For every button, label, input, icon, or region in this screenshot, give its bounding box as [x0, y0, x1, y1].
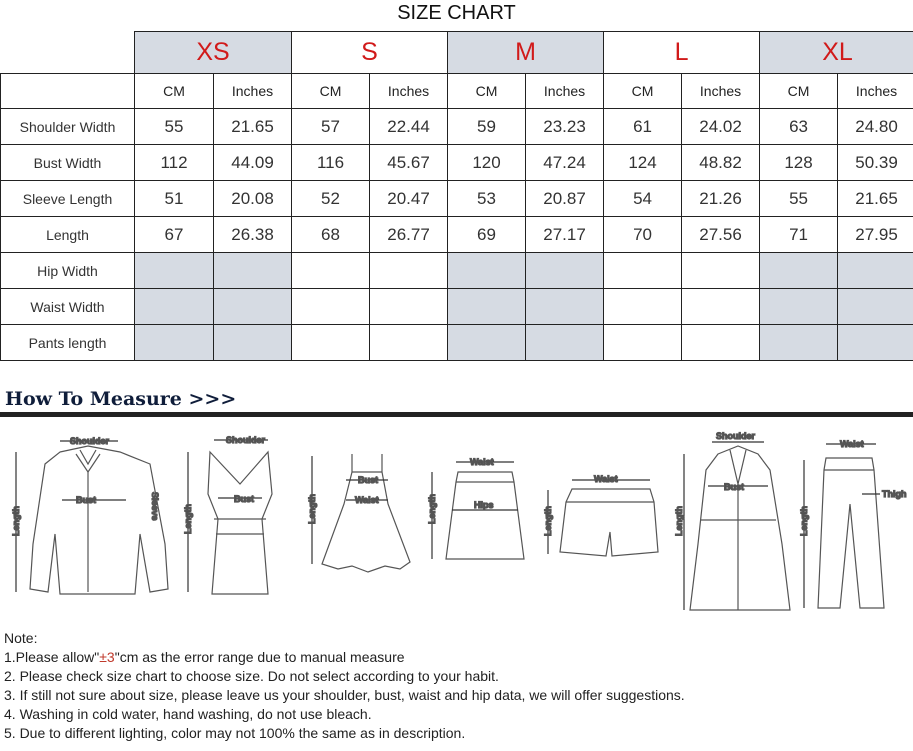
- coat-illustration: [684, 442, 790, 610]
- table-cell: 20.87: [526, 181, 604, 217]
- unit-inches: Inches: [682, 74, 760, 109]
- table-cell: 63: [760, 109, 838, 145]
- note-1-tolerance: ±3: [99, 649, 115, 665]
- label-bust: Bust: [234, 494, 254, 504]
- label-length-5: Length: [543, 506, 553, 536]
- label-shoulder: Shoulder: [716, 431, 756, 441]
- size-label: L: [674, 38, 689, 66]
- shorts-illustration: [548, 480, 658, 556]
- table-cell: [526, 289, 604, 325]
- notes-section: [4, 629, 685, 743]
- table-cell: [370, 289, 448, 325]
- table-cell: [448, 289, 526, 325]
- size-header-row: [1, 32, 913, 74]
- unit-cm: CM: [292, 74, 370, 109]
- notes-heading: Note:: [4, 630, 38, 646]
- size-table: [0, 31, 913, 361]
- unit-cm: CM: [760, 74, 838, 109]
- table-cell: 55: [760, 181, 838, 217]
- table-cell: 51: [135, 181, 214, 217]
- table-cell: 21.65: [214, 109, 292, 145]
- table-cell: 47.24: [526, 145, 604, 181]
- table-cell: [370, 253, 448, 289]
- label-length-3: Length: [307, 494, 317, 524]
- label-bust: Bust: [358, 475, 378, 485]
- table-cell: [604, 325, 682, 361]
- chart-title: SIZE CHART: [397, 2, 516, 24]
- unit-header-row: [1, 74, 913, 109]
- table-cell: 21.65: [838, 181, 913, 217]
- label-waist: Waist: [594, 474, 618, 484]
- blouse-illustration: [16, 441, 168, 594]
- label-hips: Hips: [474, 500, 494, 510]
- corner-cell: [1, 32, 135, 74]
- note-5: 5. Due to different lighting, color may not 100% the same as in description.: [4, 725, 466, 741]
- table-cell: [292, 325, 370, 361]
- table-cell: [135, 253, 214, 289]
- table-cell: 67: [135, 217, 214, 253]
- table-cell: 27.17: [526, 217, 604, 253]
- note-3: 3. If still not sure about size, please leave us your shoulder, bust, waist and hip data, we will offer suggestions.: [4, 687, 685, 703]
- table-cell: 24.02: [682, 109, 760, 145]
- how-to-measure-heading: How To Measure >>>: [5, 388, 237, 410]
- unit-corner-cell: [1, 74, 135, 109]
- label-length-6: Length: [674, 506, 684, 536]
- table-cell: [838, 253, 913, 289]
- table-cell: [838, 325, 913, 361]
- table-cell: 116: [292, 145, 370, 181]
- table-cell: 124: [604, 145, 682, 181]
- label-length-2: Length: [183, 504, 193, 534]
- pants-illustration: [804, 444, 884, 608]
- size-header-s: [292, 32, 448, 74]
- table-cell: 44.09: [214, 145, 292, 181]
- unit-inches: Inches: [526, 74, 604, 109]
- table-row: [1, 289, 913, 325]
- table-cell: 22.44: [370, 109, 448, 145]
- note-1-post: "cm as the error range due to manual measure: [114, 649, 405, 665]
- table-cell: 26.38: [214, 217, 292, 253]
- label-shoulder: Shoulder: [70, 436, 110, 446]
- unit-cm: CM: [448, 74, 526, 109]
- table-cell: [135, 289, 214, 325]
- unit-cm: CM: [604, 74, 682, 109]
- table-cell: [292, 289, 370, 325]
- table-cell: 50.39: [838, 145, 913, 181]
- table-cell: 70: [604, 217, 682, 253]
- table-row: [1, 181, 913, 217]
- table-cell: 61: [604, 109, 682, 145]
- size-header-xl: [760, 32, 913, 74]
- size-label: S: [361, 38, 378, 66]
- unit-inches: Inches: [214, 74, 292, 109]
- table-cell: [682, 253, 760, 289]
- table-cell: [760, 325, 838, 361]
- table-cell: [760, 289, 838, 325]
- label-length-7: Length: [799, 506, 809, 536]
- label-length-4: Length: [427, 494, 437, 524]
- row-label: Length: [1, 217, 135, 253]
- size-label: XL: [822, 38, 853, 66]
- row-label: Waist Width: [1, 289, 135, 325]
- table-cell: 71: [760, 217, 838, 253]
- table-row: [1, 325, 913, 361]
- unit-inches: Inches: [838, 74, 913, 109]
- table-cell: [370, 325, 448, 361]
- row-label: Pants length: [1, 325, 135, 361]
- table-cell: [760, 253, 838, 289]
- row-label: Sleeve Length: [1, 181, 135, 217]
- measurement-illustrations: [0, 424, 913, 614]
- label-thigh: Thigh: [882, 489, 907, 499]
- label-shoulder: Shoulder: [226, 435, 266, 445]
- size-label: M: [515, 38, 536, 66]
- table-cell: 54: [604, 181, 682, 217]
- size-header-xs: [135, 32, 292, 74]
- table-cell: 69: [448, 217, 526, 253]
- row-label: Bust Width: [1, 145, 135, 181]
- skirt-illustration: [432, 462, 524, 559]
- vest-illustration: [188, 440, 272, 594]
- table-cell: [604, 253, 682, 289]
- table-row: [1, 217, 913, 253]
- table-cell: [214, 253, 292, 289]
- table-row: [1, 109, 913, 145]
- label-waist: Waist: [470, 457, 494, 467]
- table-cell: [292, 253, 370, 289]
- note-2: 2. Please check size chart to choose size. Do not select according to your habit.: [4, 668, 499, 684]
- table-cell: 20.08: [214, 181, 292, 217]
- label-sleeve: Sleeve: [150, 492, 160, 521]
- label-waist: Waist: [355, 495, 379, 505]
- size-header-l: [604, 32, 760, 74]
- note-1: [4, 648, 685, 667]
- table-cell: 21.26: [682, 181, 760, 217]
- label-bust: Bust: [724, 482, 744, 492]
- table-cell: [214, 289, 292, 325]
- table-cell: [448, 253, 526, 289]
- table-cell: 52: [292, 181, 370, 217]
- table-row: [1, 145, 913, 181]
- label-waist: Waist: [840, 439, 864, 449]
- table-row: [1, 253, 913, 289]
- table-cell: [135, 325, 214, 361]
- unit-inches: Inches: [370, 74, 448, 109]
- table-cell: 53: [448, 181, 526, 217]
- table-cell: 45.67: [370, 145, 448, 181]
- table-cell: 57: [292, 109, 370, 145]
- table-cell: 48.82: [682, 145, 760, 181]
- table-cell: [526, 253, 604, 289]
- table-cell: 128: [760, 145, 838, 181]
- table-cell: [448, 325, 526, 361]
- table-cell: [682, 325, 760, 361]
- table-cell: 59: [448, 109, 526, 145]
- measurement-rows: [1, 109, 913, 361]
- table-cell: [526, 325, 604, 361]
- heading-divider: [0, 412, 913, 417]
- label-length-1: Length: [11, 506, 21, 536]
- table-cell: [838, 289, 913, 325]
- note-4: 4. Washing in cold water, hand washing, do not use bleach.: [4, 706, 372, 722]
- dress-illustration: [312, 454, 410, 572]
- label-bust: Bust: [76, 495, 96, 505]
- size-label: XS: [196, 38, 230, 66]
- table-cell: 68: [292, 217, 370, 253]
- table-cell: [682, 289, 760, 325]
- table-cell: 24.80: [838, 109, 913, 145]
- table-cell: 27.95: [838, 217, 913, 253]
- table-cell: 120: [448, 145, 526, 181]
- unit-cm: CM: [135, 74, 214, 109]
- row-label: Shoulder Width: [1, 109, 135, 145]
- table-cell: [214, 325, 292, 361]
- table-cell: 27.56: [682, 217, 760, 253]
- table-cell: 26.77: [370, 217, 448, 253]
- table-cell: 20.47: [370, 181, 448, 217]
- row-label: Hip Width: [1, 253, 135, 289]
- table-cell: 23.23: [526, 109, 604, 145]
- table-cell: 112: [135, 145, 214, 181]
- table-cell: [604, 289, 682, 325]
- note-1-pre: 1.Please allow": [4, 649, 100, 665]
- size-header-m: [448, 32, 604, 74]
- table-cell: 55: [135, 109, 214, 145]
